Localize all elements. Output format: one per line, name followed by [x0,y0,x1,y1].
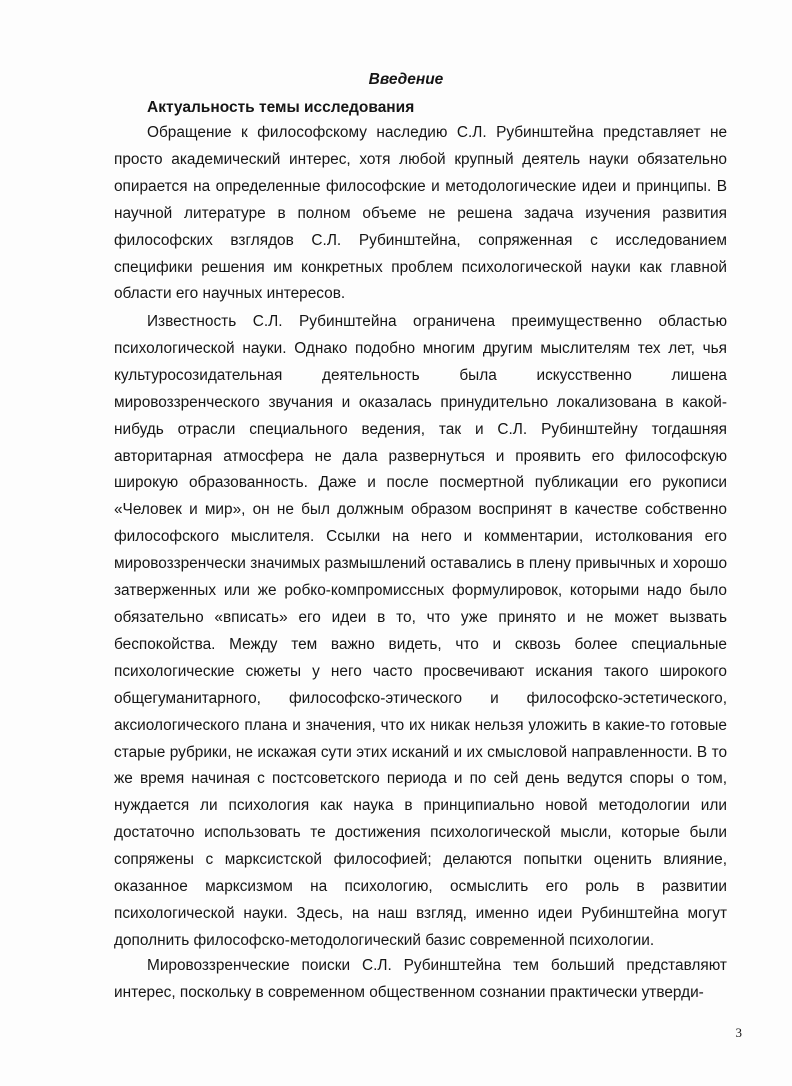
paragraph-3: Мировоззренческие поиски С.Л. Рубинштейна тем больший представляют интерес, поскольку в современном общественном сознании практически утверди- [114,957,727,1001]
paragraph-1: Обращение к философскому наследию С.Л. Рубинштейна представляет не просто академический интерес, хотя любой крупный деятель науки обязательно опирается на определенные философские и методологические идеи и принципы. В научной литературе в полном объеме не решена задача изучения развития философских взглядов С.Л. Рубинштейна, сопряженная с исследованием специфики решения им конкретных проблем психологической науки как главной области его научных интересов. [114,124,727,303]
section-title: Введение [368,71,444,88]
paragraph-2: Известность С.Л. Рубинштейна ограничена преимущественно областью психологической науки. Однако подобно многим другим мыслителям тех лет, чья культуросозидательная деятельность была искусственно лишена мировоззренческого звучания и оказалась принудительно локализована в какой-нибудь отрасли специального ведения, так и С.Л. Рубинштейну тогдашняя авторитарная атмосфера не дала развернуться и проявить его философскую широкую образованность. Даже и после посмертной публикации его рукописи «Человек и мир», он не был должным образом воспринят в качестве собственно философского мыслителя. Ссылки на него и комментарии, истолкования его мировоззренчески значимых размышлений оставались в плену привычных и хорошо затверженных или же робко-компромиссных формулировок, которыми надо было обязательно «вписать» его идеи в то, что уже принято и не может вызвать беспокойства. Между тем важно видеть, что и сквозь более специальные психологические сюжеты у него часто просвечивают искания такого широкого общегуманитарного, философско-этического и философско-эстетического, аксиологического плана и значения, что их никак нельзя уложить в какие-то готовые старые рубрики, не искажая сути этих исканий и их смысловой направленности. В то же время начиная с постсоветского периода и по сей день ведутся споры о том, нуждается ли психология как наука в принципиально новой методологии или достаточно использовать те достижения психологической мысли, которые были сопряжены с марксистской философией; делаются попытки оценить влияние, оказанное марксизмом на психологию, осмыслить его роль в развитии психологической науки. Здесь, на наш взгляд, именно идеи Рубинштейна могут дополнить философско-методологический базис современной психологии. [114,313,727,949]
subsection-title: Актуальность темы исследования [147,99,415,116]
page-number: 3 [735,1025,742,1040]
